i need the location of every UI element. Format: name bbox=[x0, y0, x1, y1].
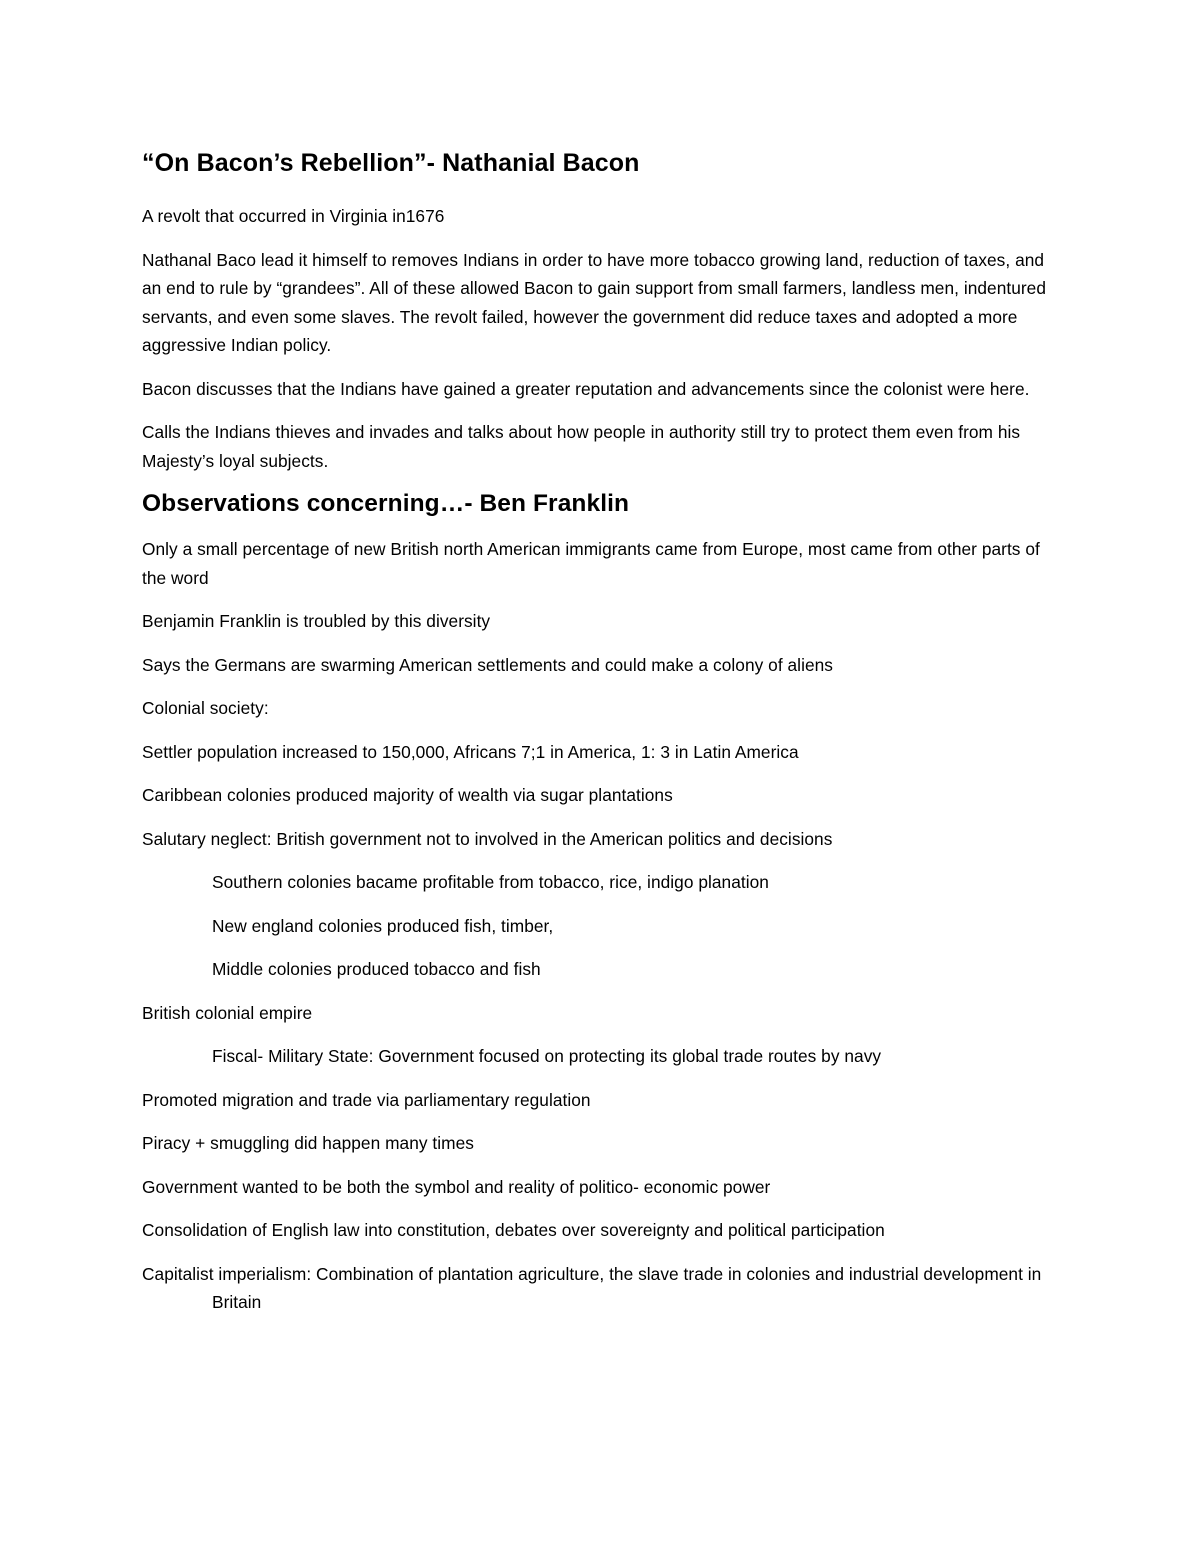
franklin-paragraph-15: Government wanted to be both the symbol and reality of politico- economic power bbox=[142, 1176, 771, 1197]
franklin-paragraph-10: Middle colonies produced tobacco and fish bbox=[212, 959, 541, 979]
franklin-paragraph-2: Benjamin Franklin is troubled by this diversity bbox=[142, 611, 491, 631]
franklin-paragraph-16: Consolidation of English law into constitution, debates over sovereignty and political participation bbox=[142, 1220, 885, 1240]
bacon-heading: “On Bacon’s Rebellion”- Nathanial Bacon bbox=[142, 149, 640, 177]
franklin-paragraph-8: Southern colonies bacame profitable from tobacco, rice, indigo planation bbox=[212, 872, 769, 892]
bacon-paragraph-1: A revolt that occurred in Virginia in1676 bbox=[142, 206, 445, 226]
franklin-paragraph-7: Salutary neglect: British government not to involved in the American politics and decisions bbox=[142, 828, 833, 849]
bacon-paragraph-4: Calls the Indians thieves and invades and talks about how people in authority still try to protect them even from his Majesty’s loyal subjects. bbox=[142, 422, 1021, 471]
franklin-paragraph-3: Says the Germans are swarming American settlements and could make a colony of aliens bbox=[142, 654, 833, 675]
franklin-paragraph-14: Piracy + smuggling did happen many times bbox=[142, 1133, 474, 1153]
franklin-paragraph-4: Colonial society: bbox=[142, 698, 269, 718]
document-body bbox=[142, 146, 1062, 1317]
bacon-paragraph-2: Nathanal Baco lead it himself to removes Indians in order to have more tobacco growing land, reduction of taxes, and an end to rule by “grandees”. All of these allowed Bacon to gain support from small farmers, landless men, indentured servants, and even some slaves. The revolt failed, however the government did reduce taxes and adopted a more aggressive Indian policy. bbox=[142, 249, 1047, 355]
franklin-paragraph-17: Capitalist imperialism: Combination of plantation agriculture, the slave trade in colonies and industrial development in Britain bbox=[142, 1263, 1042, 1312]
franklin-paragraph-9: New england colonies produced fish, timber, bbox=[212, 915, 554, 936]
franklin-paragraph-6: Caribbean colonies produced majority of wealth via sugar plantations bbox=[142, 785, 673, 805]
franklin-paragraph-12: Fiscal- Military State: Government focused on protecting its global trade routes by navy bbox=[212, 1046, 882, 1066]
franklin-paragraph-1: Only a small percentage of new British north American immigrants came from Europe, most came from other parts of the word bbox=[142, 539, 1040, 588]
franklin-heading: Observations concerning…- Ben Franklin bbox=[142, 490, 630, 517]
bacon-paragraph-3: Bacon discusses that the Indians have gained a greater reputation and advancements since the colonist were here. bbox=[142, 378, 1030, 399]
franklin-paragraph-11: British colonial empire bbox=[142, 1002, 313, 1023]
franklin-paragraph-5: Settler population increased to 150,000, Africans 7;1 in America, 1: 3 in Latin America bbox=[142, 741, 799, 762]
franklin-paragraph-13: Promoted migration and trade via parliamentary regulation bbox=[142, 1089, 591, 1110]
